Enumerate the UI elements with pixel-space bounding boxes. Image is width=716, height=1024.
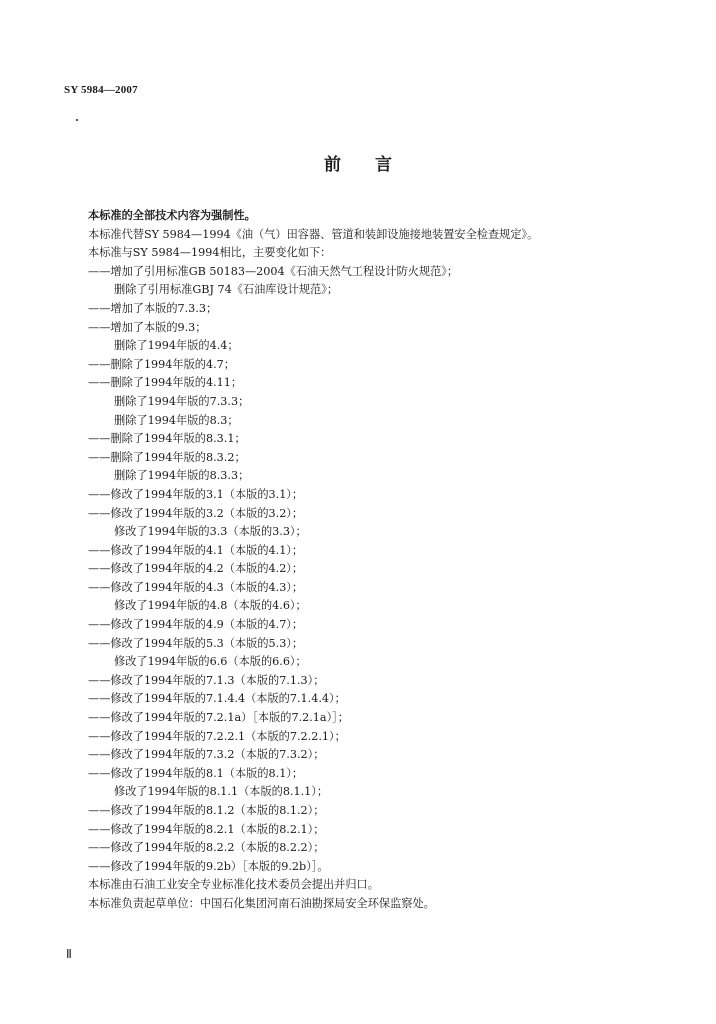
change-item: 修改了1994年版的8.1.1（本版的8.1.1）； <box>114 785 329 799</box>
change-item: ——增加了引用标准GB 50183—2004《石油天然气工程设计防火规范》； <box>88 264 459 278</box>
change-item: ——修改了1994年版的3.1（本版的3.1）； <box>88 487 304 501</box>
change-item: ——增加了本版的7.3.3； <box>88 301 218 315</box>
change-item: ——修改了1994年版的3.2（本版的3.2）； <box>88 506 304 520</box>
change-item: ——修改了1994年版的8.1（本版的8.1）； <box>88 766 304 780</box>
change-item: ——修改了1994年版的7.2.2.1（本版的7.2.2.1）； <box>88 729 346 743</box>
change-item: ——删除了1994年版的4.7； <box>88 357 235 371</box>
intro-line-2: 本标准代替SY 5984—1994《油（气）田容器、管道和装卸设施接地装置安全检查规定》。 <box>88 227 539 241</box>
change-item: ——增加了本版的9.3； <box>88 320 207 334</box>
intro-line-1: 本标准的全部技术内容为强制性。 <box>88 209 256 222</box>
change-item: ——修改了1994年版的5.3（本版的5.3）； <box>88 636 304 650</box>
change-item: 删除了1994年版的7.3.3； <box>114 394 250 408</box>
change-item: 修改了1994年版的3.3（本版的3.3）； <box>114 525 307 539</box>
change-item: ——删除了1994年版的4.11； <box>88 376 243 390</box>
change-item: 删除了引用标准GBJ 74《石油库设计规范》； <box>114 283 339 297</box>
intro-line-3: 本标准与SY 5984—1994相比，主要变化如下： <box>88 246 332 260</box>
change-item: ——修改了1994年版的4.3（本版的4.3）； <box>88 580 304 594</box>
outro-line-2: 本标准负责起草单位：中国石化集团河南石油勘探局安全环保监察处。 <box>88 896 435 910</box>
standard-code: SY 5984—2007 <box>64 84 138 96</box>
change-item: 修改了1994年版的6.6（本版的6.6）； <box>114 655 307 669</box>
page-number: Ⅱ <box>66 947 72 961</box>
change-item: ——修改了1994年版的8.1.2（本版的8.1.2）； <box>88 804 325 817</box>
change-item: 修改了1994年版的4.8（本版的4.6）； <box>114 599 307 613</box>
outro-line-1: 本标准由石油工业安全专业标准化技术委员会提出并归口。 <box>88 878 379 892</box>
change-item: ——修改了1994年版的7.1.4.4（本版的7.1.4.4）； <box>88 692 346 706</box>
foreword-body <box>88 207 688 914</box>
change-item: 删除了1994年版的4.4； <box>114 339 239 353</box>
change-item: 删除了1994年版的8.3； <box>114 413 239 427</box>
change-item: ——修改了1994年版的9.2b）［本版的9.2b）］。 <box>88 859 329 873</box>
change-item: ——修改了1994年版的8.2.2（本版的8.2.2）； <box>88 841 325 855</box>
change-item: ——修改了1994年版的8.2.1（本版的8.2.1）； <box>88 822 325 836</box>
change-item: ——删除了1994年版的8.3.1； <box>88 432 246 446</box>
change-item: ——修改了1994年版的7.2.1a）［本版的7.2.1a）］； <box>88 711 349 725</box>
change-item: ——修改了1994年版的7.3.2（本版的7.3.2）； <box>88 748 325 762</box>
page-title: 前 言 <box>324 155 392 175</box>
change-item: ——修改了1994年版的7.1.3（本版的7.1.3）； <box>88 673 325 687</box>
change-item: ——修改了1994年版的4.1（本版的4.1）； <box>88 543 304 557</box>
change-item: 删除了1994年版的8.3.3； <box>114 469 250 483</box>
change-item: ——修改了1994年版的4.2（本版的4.2）； <box>88 562 304 576</box>
scan-speck <box>76 119 78 121</box>
change-item: ——修改了1994年版的4.9（本版的4.7）； <box>88 618 304 632</box>
change-item: ——删除了1994年版的8.3.2； <box>88 450 246 464</box>
